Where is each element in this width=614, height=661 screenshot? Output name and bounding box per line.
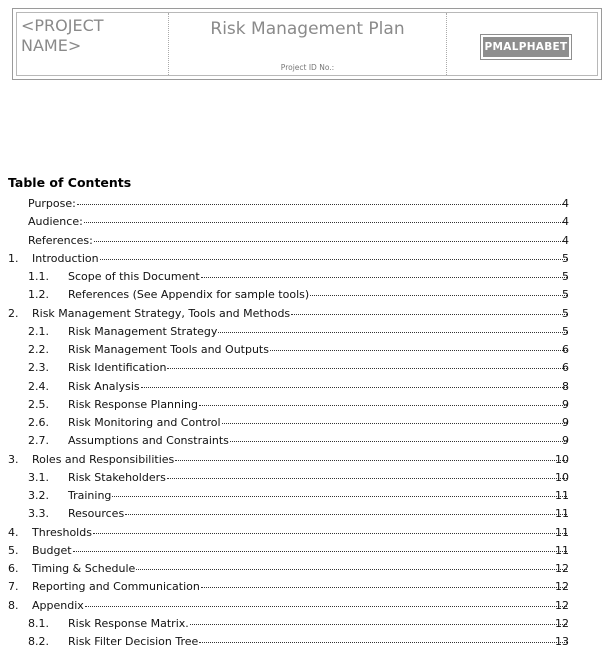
toc-entry-line bbox=[68, 288, 568, 301]
header-project-cell bbox=[17, 13, 169, 75]
toc-entry-number: 2.3. bbox=[28, 361, 49, 375]
toc-leader-dots bbox=[93, 532, 567, 534]
toc-entry-page: 9 bbox=[562, 416, 569, 429]
toc-entry-number: 2.6. bbox=[28, 416, 49, 429]
toc-entry-page: 5 bbox=[562, 270, 569, 283]
toc-entry-title[interactable]: Risk Stakeholders bbox=[68, 470, 166, 484]
toc-entry-page: 5 bbox=[562, 251, 569, 265]
toc-entry-line bbox=[32, 562, 568, 575]
toc-entry[interactable] bbox=[0, 195, 614, 213]
toc-entry-title[interactable]: Risk Identification bbox=[68, 361, 167, 375]
toc-entry-number: 2.1. bbox=[28, 324, 49, 338]
toc-entry[interactable] bbox=[0, 414, 614, 432]
toc-entry-number: 2. bbox=[8, 306, 19, 320]
toc-entry-page: 4 bbox=[562, 233, 569, 247]
toc-entry-number: 5. bbox=[8, 543, 19, 557]
toc-entry-page: 11 bbox=[555, 543, 569, 557]
toc-leader-dots bbox=[222, 422, 567, 424]
toc-entry-page: 12 bbox=[555, 580, 569, 594]
toc-entry-number: 2.7. bbox=[28, 434, 49, 448]
toc-entry[interactable] bbox=[0, 505, 614, 523]
toc-leader-dots bbox=[167, 367, 567, 369]
toc-entry[interactable] bbox=[0, 432, 614, 450]
toc-entry-number: 1.1. bbox=[28, 270, 49, 283]
toc-entry-line bbox=[28, 234, 568, 247]
toc-entry-number: 3.2. bbox=[28, 489, 49, 502]
toc-entry-title[interactable]: Introduction bbox=[32, 251, 99, 265]
toc-leader-dots bbox=[310, 294, 567, 296]
toc-entry-number: 7. bbox=[8, 580, 19, 594]
toc-entry-line bbox=[68, 416, 568, 429]
toc-entry[interactable] bbox=[0, 213, 614, 231]
toc-leader-dots bbox=[201, 586, 567, 588]
toc-entry-line bbox=[32, 453, 568, 466]
toc-entry-line bbox=[68, 617, 568, 630]
toc-entry-line bbox=[68, 343, 568, 356]
toc-entry-line bbox=[28, 215, 568, 228]
document-header bbox=[12, 8, 602, 80]
toc-leader-dots bbox=[190, 623, 567, 625]
toc-entry-line bbox=[32, 526, 568, 539]
toc-entry-line bbox=[68, 325, 568, 338]
toc-leader-dots bbox=[84, 221, 567, 223]
toc-entry[interactable] bbox=[0, 451, 614, 469]
toc-entry-number: 3.1. bbox=[28, 470, 49, 484]
toc-entry-page: 11 bbox=[555, 525, 569, 539]
toc-entry[interactable] bbox=[0, 323, 614, 341]
toc-entry-title[interactable]: Budget bbox=[32, 543, 72, 557]
toc-entry[interactable] bbox=[0, 597, 614, 615]
toc-entry-number: 2.4. bbox=[28, 379, 49, 393]
toc-entry-title[interactable]: Reporting and Communication bbox=[32, 580, 200, 594]
toc-entry-title[interactable]: Risk Management Strategy bbox=[68, 324, 218, 338]
toc-leader-dots bbox=[175, 459, 567, 461]
toc-entry[interactable] bbox=[0, 487, 614, 505]
toc-entry-line bbox=[68, 361, 568, 374]
toc-entry-number: 2.5. bbox=[28, 397, 49, 411]
toc-entry[interactable] bbox=[0, 396, 614, 414]
toc-entry-line bbox=[32, 307, 568, 320]
toc-leader-dots bbox=[73, 550, 567, 552]
toc-leader-dots bbox=[199, 641, 567, 643]
toc-entry-number: 6. bbox=[8, 562, 19, 575]
header-table bbox=[16, 12, 598, 76]
toc-entry-page: 5 bbox=[562, 288, 569, 302]
toc-entry-line bbox=[32, 580, 568, 593]
toc-entry-title[interactable]: Roles and Responsibilities bbox=[32, 452, 175, 466]
toc-entry-title[interactable]: Risk Analysis bbox=[68, 379, 140, 393]
toc-entry-page: 10 bbox=[555, 470, 569, 484]
toc-entry-page: 13 bbox=[555, 635, 569, 648]
toc-entry[interactable] bbox=[0, 305, 614, 323]
toc-entry-title[interactable]: Assumptions and Constraints bbox=[68, 434, 229, 448]
header-logo-cell bbox=[447, 13, 597, 75]
toc-entry-title[interactable]: Appendix bbox=[32, 598, 84, 612]
toc-entry-number: 3.3. bbox=[28, 507, 49, 521]
toc-entry-title[interactable]: Risk Response Planning bbox=[68, 397, 199, 411]
toc-entry-number: 8.1. bbox=[28, 616, 49, 630]
project-name[interactable]: <PROJECT NAME> bbox=[21, 16, 104, 55]
toc-entry[interactable] bbox=[0, 633, 614, 651]
toc-leader-dots bbox=[230, 440, 567, 442]
toc-entry-number: 4. bbox=[8, 525, 19, 539]
toc-entry-page: 5 bbox=[562, 306, 569, 320]
toc-entry-line bbox=[68, 380, 568, 393]
toc-entry[interactable] bbox=[0, 286, 614, 304]
toc-leader-dots bbox=[270, 349, 567, 351]
toc-leader-dots bbox=[201, 276, 567, 278]
toc-leader-dots bbox=[291, 313, 567, 315]
toc-entry[interactable] bbox=[0, 560, 614, 578]
toc-entry-page: 9 bbox=[562, 397, 569, 411]
toc-entry-line bbox=[28, 197, 568, 210]
toc-entry-page: 9 bbox=[562, 434, 569, 448]
toc-entry-line bbox=[32, 599, 568, 612]
toc-entry[interactable] bbox=[0, 542, 614, 560]
toc-entry-title[interactable]: Purpose: bbox=[28, 197, 76, 210]
toc-entry-page: 12 bbox=[555, 616, 569, 630]
toc-entry-number: 1. bbox=[8, 251, 19, 265]
toc-entry-number: 1.2. bbox=[28, 288, 49, 302]
toc-entry[interactable] bbox=[0, 615, 614, 633]
toc-entry-title[interactable]: Scope of this Document bbox=[68, 270, 200, 283]
toc-entry-line bbox=[68, 398, 568, 411]
toc-entry[interactable] bbox=[0, 359, 614, 377]
toc-entry-page: 10 bbox=[555, 452, 569, 466]
toc-entry[interactable] bbox=[0, 250, 614, 268]
toc-entry-page: 4 bbox=[562, 197, 569, 210]
toc-entry[interactable] bbox=[0, 268, 614, 286]
toc-leader-dots bbox=[94, 240, 567, 242]
toc-entry-number: 2.2. bbox=[28, 343, 49, 356]
toc-entry-page: 12 bbox=[555, 562, 569, 575]
header-title-cell bbox=[169, 13, 447, 75]
toc-heading: Table of Contents bbox=[8, 175, 132, 190]
toc-leader-dots bbox=[218, 331, 567, 333]
toc-entry-title[interactable]: Training bbox=[68, 489, 112, 502]
toc-entry-title[interactable]: References: bbox=[28, 233, 93, 247]
toc-leader-dots bbox=[125, 513, 567, 515]
toc-entry-title[interactable]: Risk Monitoring and Control bbox=[68, 416, 221, 429]
toc-entry-page: 11 bbox=[555, 507, 569, 521]
toc-entry-page: 5 bbox=[562, 324, 569, 338]
toc-entry-title[interactable]: Audience: bbox=[28, 215, 83, 229]
toc-leader-dots bbox=[136, 568, 567, 570]
toc-entry-line bbox=[68, 635, 568, 648]
toc-entry-page: 8 bbox=[562, 379, 569, 393]
toc-leader-dots bbox=[112, 495, 567, 497]
toc-entry[interactable] bbox=[0, 232, 614, 250]
toc-leader-dots bbox=[141, 386, 567, 388]
toc-entry[interactable] bbox=[0, 524, 614, 542]
toc-entry-line bbox=[32, 544, 568, 557]
toc-leader-dots bbox=[167, 477, 567, 479]
toc-entry-title[interactable]: Timing & Schedule bbox=[32, 562, 136, 575]
toc-entry-line bbox=[68, 434, 568, 447]
toc-entry-line bbox=[68, 489, 568, 502]
toc-entry-title[interactable]: Risk Management Tools and Outputs bbox=[68, 343, 269, 356]
toc-entry[interactable] bbox=[0, 378, 614, 396]
toc-entry-line bbox=[68, 270, 568, 283]
toc-entry[interactable] bbox=[0, 341, 614, 359]
toc-entry-line bbox=[68, 471, 568, 484]
toc-entry-number: 8. bbox=[8, 598, 19, 612]
toc-entry-page: 4 bbox=[562, 215, 569, 229]
toc-entry-title[interactable]: Risk Response Matrix. bbox=[68, 616, 189, 630]
toc-entry-title[interactable]: Risk Management Strategy, Tools and Methods bbox=[32, 306, 291, 320]
toc-entry-page: 12 bbox=[555, 598, 569, 612]
toc-leader-dots bbox=[85, 605, 567, 607]
toc-entry-title[interactable]: Thresholds bbox=[32, 525, 92, 539]
toc-entry-title[interactable]: Risk Filter Decision Tree bbox=[68, 635, 199, 648]
toc-entry[interactable] bbox=[0, 578, 614, 596]
toc-entry-line bbox=[68, 507, 568, 520]
document-title: Risk Management Plan bbox=[210, 19, 405, 39]
toc-entry-page: 6 bbox=[562, 361, 569, 375]
toc-entry-page: 6 bbox=[562, 343, 569, 356]
toc-entry-title[interactable]: Resources bbox=[68, 507, 125, 521]
toc-entry-number: 8.2. bbox=[28, 635, 49, 648]
toc-entry-page: 11 bbox=[555, 489, 569, 502]
company-logo: PMALPHABET bbox=[481, 35, 571, 59]
toc-entry-title[interactable]: References (See Appendix for sample tools) bbox=[68, 288, 310, 302]
toc-leader-dots bbox=[199, 404, 567, 406]
toc-entry[interactable] bbox=[0, 469, 614, 487]
toc-entry-line bbox=[32, 252, 568, 265]
toc-entry-number: 3. bbox=[8, 452, 19, 466]
project-id-label: Project ID No.: bbox=[280, 63, 335, 72]
toc-leader-dots bbox=[100, 258, 567, 260]
toc-leader-dots bbox=[77, 203, 567, 205]
